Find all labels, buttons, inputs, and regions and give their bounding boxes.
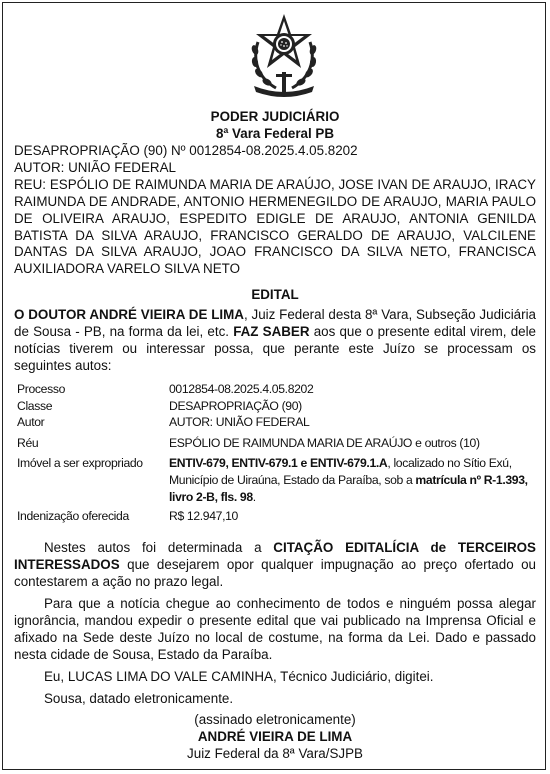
- intro-text-2: aos que o presente edital virem, dele notícias tiverem ou interessar possa, que perante este Juízo se processam os seguintes autos:: [14, 323, 537, 373]
- intro-paragraph: [14, 307, 536, 375]
- citacao-text-2: que desejarem opor qualquer impugnação ao preço ofertado ou contestarem a ação no prazo legal.: [14, 556, 536, 589]
- case-reu-paragraph: REU: ESPÓLIO DE RAIMUNDA MARIA DE ARAÚJO, JOSE IVAN DE ARAUJO, IRACY RAIMUNDA DE ANDRADE, ANTONIO HERMENEGILDO DE ARAUJO, MARIA PAULO DE OLIVEIRA ARAUJO, ESPEDITO EDIGLE DE ARAUJO, ANTONIA GENILDA BATISTA DA SILVA ARAUJO, FRANCISCO GERALDO DE ARAUJO, VALCILENE DANTAS DA SILVA ARAUJO, JOAO FRANCISCO DA SILVA NETO, FRANCISCA AUXILIADORA VARELO SILVA NETO: [14, 176, 536, 277]
- signature-role: Juiz Federal da 8ª Vara/SJPB: [187, 745, 363, 761]
- imovel-label: Imóvel a ser expropriado: [17, 456, 143, 471]
- matricula-bold: matrícula nº R-1.393, livro 2-B, fls. 98: [169, 472, 528, 504]
- processo-label: Processo: [17, 382, 66, 396]
- reu-value: ESPÓLIO DE RAIMUNDA MARIA DE ARAÚJO e outros (10): [169, 435, 480, 450]
- classe-label: Classe: [17, 398, 53, 413]
- details-row: [17, 431, 536, 452]
- case-number-line: DESAPROPRIAÇÃO (90) Nº 0012854-08.2025.4.05.8202: [14, 143, 358, 158]
- details-row: [17, 505, 536, 525]
- autor-value: AUTOR: UNIÃO FEDERAL: [169, 415, 310, 430]
- details-row: [17, 414, 536, 431]
- citacao-paragraph: [14, 540, 536, 591]
- details-row: [17, 451, 536, 505]
- imovel-value: [169, 451, 536, 505]
- typist-paragraph: Eu, LUCAS LIMA DO VALE CAMINHA, Técnico Judiciário, digitei.: [44, 669, 434, 684]
- brazil-coat-of-arms-seal-icon: [246, 12, 322, 100]
- processo-value: 0012854-08.2025.4.05.8202: [169, 382, 314, 396]
- signature-note: (assinado eletronicamente): [194, 712, 356, 727]
- edital-title: EDITAL: [251, 287, 299, 302]
- imovel-codes-bold: ENTIV-679, ENTIV-679.1 e ENTIV-679.1.A: [169, 456, 388, 471]
- publication-paragraph: Para que a notícia chegue ao conhecimento de todos e ninguém possa alegar ignorância, mandou expedir o presente edital que vai publicado na Imprensa Oficial e afixado na Sede deste Juízo no local de costume, na forma da Lei. Dado e passado nesta cidade de Sousa, Estado da Paraíba.: [14, 596, 536, 662]
- classe-value: DESAPROPRIAÇÃO (90): [169, 398, 302, 413]
- judge-name-bold: O DOUTOR ANDRÉ VIEIRA DE LIMA: [14, 307, 244, 322]
- reu-label: Réu: [17, 435, 39, 450]
- indenizacao-label: Indenização oferecida: [17, 509, 129, 524]
- date-paragraph: Sousa, datado eletronicamente.: [44, 691, 234, 706]
- faz-saber-bold: FAZ SABER: [233, 323, 310, 339]
- case-details-table: [17, 381, 536, 525]
- intro-text-1: , Juiz Federal desta 8ª Vara, Subseção Judiciária de Sousa - PB, na forma da lei, etc.: [14, 307, 536, 339]
- details-row: [17, 398, 536, 415]
- vara-heading: 8ª Vara Federal PB: [215, 125, 335, 141]
- indenizacao-value: R$ 12.947,10: [169, 509, 238, 524]
- citacao-bold: CITAÇÃO EDITALÍCIA de TERCEIROS INTERESSADOS: [14, 540, 536, 572]
- court-heading: PODER JUDICIÁRIO: [210, 109, 340, 124]
- case-autor-line: AUTOR: UNIÃO FEDERAL: [14, 159, 176, 175]
- autor-label: Autor: [17, 415, 45, 430]
- imovel-text-1: , localizado no Sítio Exú, Município de Uiraúna, Estado da Paraíba, sob a: [169, 456, 512, 487]
- citacao-text-1: Nestes autos foi determinada a: [44, 540, 274, 555]
- imovel-text-2: .: [252, 489, 256, 504]
- signature-name: ANDRÉ VIEIRA DE LIMA: [197, 728, 353, 744]
- details-row: [17, 381, 536, 398]
